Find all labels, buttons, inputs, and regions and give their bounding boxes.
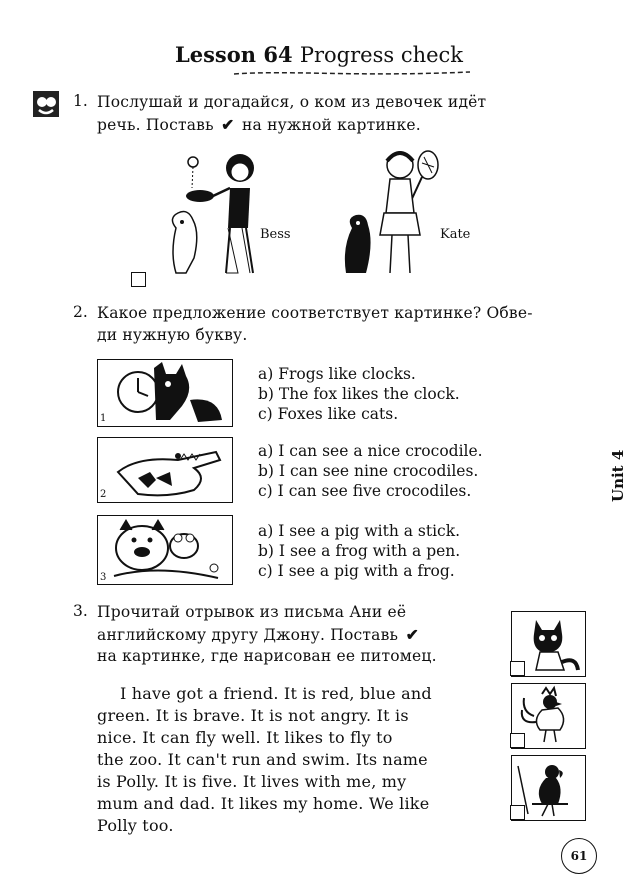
title-underline-decoration [232, 68, 472, 78]
task1-line1: Послушай и догадайся, о ком из девочек идёт [97, 93, 487, 111]
girl-name-bess: Bess [260, 227, 291, 242]
letter-line-4: the zoo. It can't run and swim. Its name [97, 750, 428, 769]
letter-line-2: green. It is brave. It is not angry. It is [97, 706, 409, 725]
task3-number: 3. [73, 602, 88, 620]
task3-line2a: английскому другу Джону. Поставь [97, 626, 399, 644]
unit-label-text: Unit 4 [609, 449, 627, 502]
crocodile-picture [97, 437, 233, 503]
bess-checkbox[interactable] [131, 272, 146, 287]
task2-line1: Какое предложение соответствует картинке? Обве- [97, 304, 533, 322]
task3-line1: Прочитай отрывок из письма Ани её [97, 603, 407, 621]
girl-name-kate: Kate [440, 227, 471, 242]
progress-check-label: Progress check [299, 43, 464, 67]
unit-side-label [605, 440, 635, 510]
bess-picture [158, 148, 268, 283]
option-3c[interactable]: c) I see a pig with a frog. [258, 562, 455, 580]
listen-icon [32, 90, 60, 118]
option-2c[interactable]: c) I can see five crocodiles. [258, 482, 472, 500]
option-1a[interactable]: a) Frogs like clocks. [258, 365, 416, 383]
pet-checkbox-1[interactable] [510, 661, 525, 676]
task1-number: 1. [73, 92, 88, 110]
letter-line-7: Polly too. [97, 816, 174, 835]
option-1b[interactable]: b) The fox likes the clock. [258, 385, 460, 403]
option-2a[interactable]: a) I can see a nice crocodile. [258, 442, 483, 460]
fox-clock-picture [97, 359, 233, 427]
option-2b[interactable]: b) I can see nine crocodiles. [258, 462, 479, 480]
lesson-label: Lesson 64 [174, 42, 293, 67]
option-3a[interactable]: a) I see a pig with a stick. [258, 522, 461, 540]
pet-checkbox-3[interactable] [510, 805, 525, 820]
check-icon: ✔ [221, 115, 235, 134]
page-number: 61 [561, 838, 597, 874]
task1-line2a: речь. Поставь [97, 116, 214, 134]
letter-line-5: is Polly. It is five. It lives with me, my [97, 772, 407, 791]
letter-line-6: mum and dad. It likes my home. We like [97, 794, 430, 813]
pet-checkbox-2[interactable] [510, 733, 525, 748]
picture-number-3: 3 [100, 572, 107, 583]
option-3b[interactable]: b) I see a frog with a pen. [258, 542, 461, 560]
kate-picture [340, 143, 440, 283]
task1-line2b: на нужной картинке. [242, 116, 421, 134]
task2-number: 2. [73, 303, 88, 321]
letter-line-1: I have got a friend. It is red, blue and [120, 684, 432, 703]
picture-number-1: 1 [100, 413, 107, 424]
picture-number-2: 2 [100, 489, 107, 500]
page-title [0, 42, 638, 67]
option-1c[interactable]: c) Foxes like cats. [258, 405, 399, 423]
pig-frog-picture [97, 515, 233, 585]
task3-line3: на картинке, где нарисован ее питомец. [97, 647, 437, 665]
check-icon-2: ✔ [405, 625, 419, 644]
letter-line-3: nice. It can fly well. It likes to fly to [97, 728, 393, 747]
task2-line2: ди нужную букву. [97, 326, 248, 344]
